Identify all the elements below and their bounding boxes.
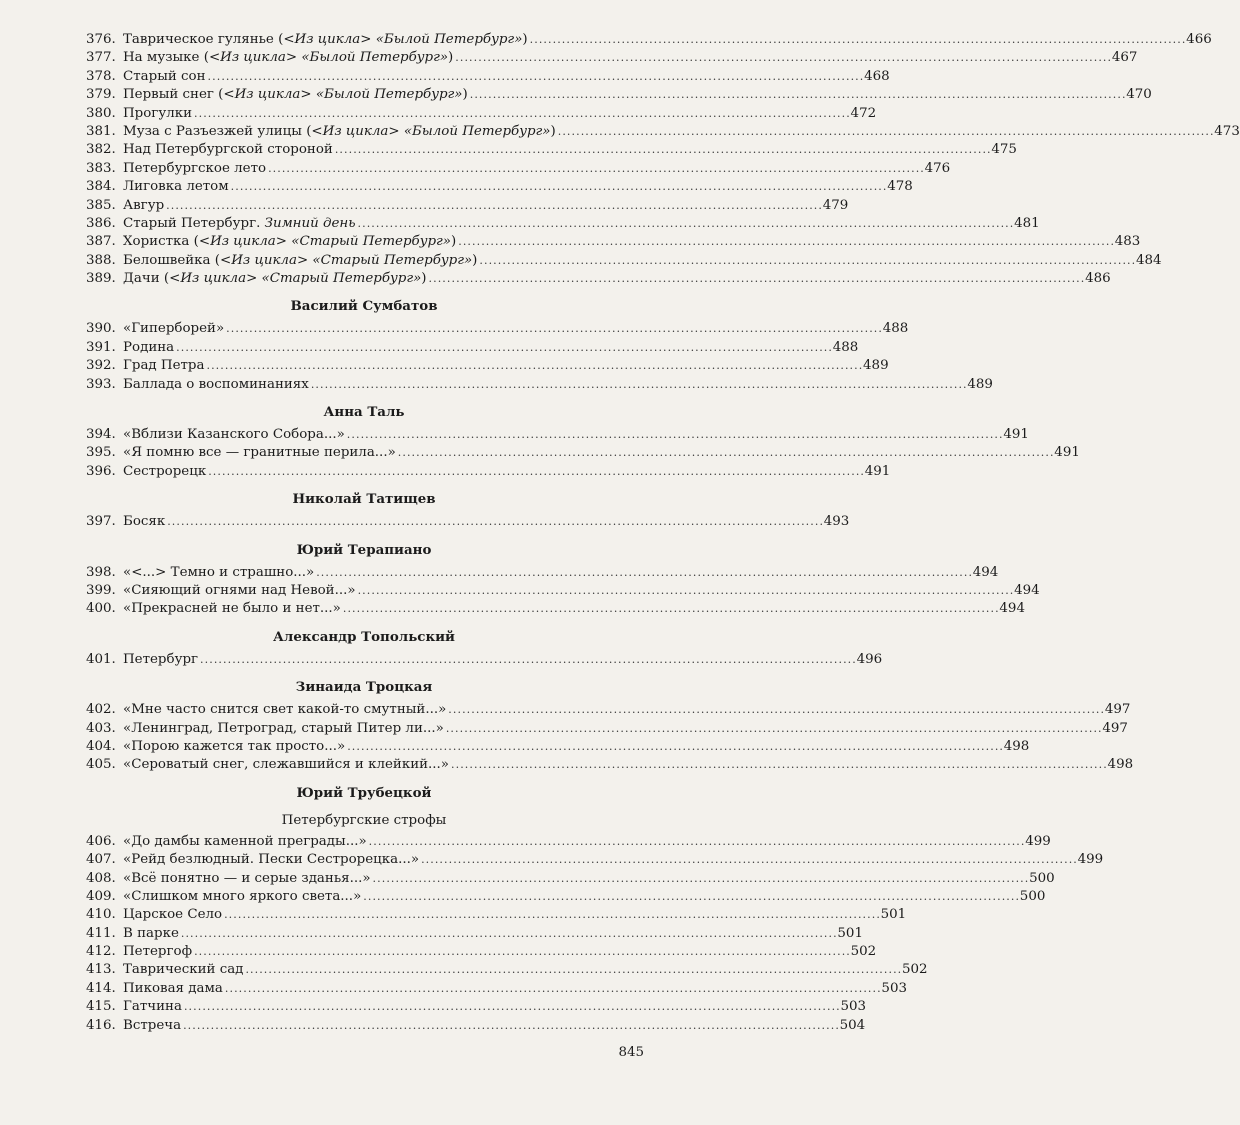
toc-entry (86, 357, 889, 375)
toc-entry (86, 564, 999, 582)
entry-page: 467 (1111, 50, 1138, 66)
entry-page: 466 (1186, 32, 1212, 47)
entry-number: 409. (86, 888, 116, 904)
entry-number: 380. (86, 105, 116, 121)
toc-entry (86, 233, 1141, 251)
entry-page: 496 (856, 651, 883, 667)
entry-title-italic: <Из цикла> «Старый Петербург» (169, 271, 422, 287)
entry-title (123, 833, 367, 851)
entry-page: 478 (887, 179, 913, 195)
dot-leader (358, 582, 1013, 600)
dot-leader (558, 123, 1213, 141)
entry-title (123, 86, 468, 104)
entry-title-text: Сестрорецк (123, 463, 207, 479)
entry-title-tail: ) (550, 123, 556, 139)
entry-title-italic: <Из цикла> «Старый Петербург» (220, 252, 473, 268)
entry-title (123, 701, 446, 719)
entry-title (123, 68, 206, 86)
entry-page: 479 (822, 197, 849, 213)
entry-title-italic: <Из цикла> «Былой Петербург» (208, 50, 449, 66)
entry-title-text: «Всё понятно — и серые зданья...» (123, 870, 371, 886)
entry-title-text: Босяк (123, 514, 166, 530)
toc-entry (86, 998, 867, 1016)
toc-entry (86, 651, 883, 669)
entry-page: 498 (1003, 738, 1030, 754)
entry-number: 388. (86, 252, 116, 268)
entry-title-tail: ) (462, 87, 468, 103)
entry-number: 405. (86, 757, 116, 773)
toc-entry (86, 513, 850, 531)
entry-number: 412. (86, 944, 116, 960)
entry-title-text: Первый снег ( (123, 87, 224, 103)
dot-leader (451, 756, 1106, 774)
entry-title-text: Петергоф (123, 944, 193, 960)
entry-title-text: Град Петра (123, 358, 205, 374)
dot-leader (231, 178, 886, 196)
entry-title-text: Муза с Разъезжей улицы ( (123, 123, 312, 139)
entry-number: 411. (86, 925, 116, 941)
entry-title (123, 998, 182, 1016)
entry-page: 476 (924, 160, 951, 176)
entry-title-tail: ) (451, 234, 457, 250)
dot-leader (181, 925, 836, 943)
entry-title-tail: ) (522, 32, 528, 47)
toc-entry (86, 720, 1128, 738)
dot-leader (208, 68, 863, 86)
entry-number: 376. (86, 32, 116, 47)
toc-entry (86, 270, 1111, 288)
entry-number: 379. (86, 87, 116, 103)
entry-title (123, 339, 174, 357)
entry-title-text: «Вблизи Казанского Собора...» (123, 427, 345, 443)
entry-title-text: «Слишком много яркого света...» (123, 888, 362, 904)
entry-title-text: «Прекрасней не было и нет...» (123, 601, 341, 617)
entry-page: 493 (823, 514, 850, 530)
dot-leader (224, 906, 879, 924)
toc-entry (86, 49, 1138, 67)
entry-title (123, 738, 345, 756)
toc-entry (86, 426, 1029, 444)
dot-leader (358, 215, 1013, 233)
entry-title-italic: <Из цикла> «Былой Петербург» (283, 32, 523, 47)
entry-title-italic: <Из цикла> «Старый Петербург» (198, 234, 451, 250)
toc-entry (86, 701, 1131, 719)
toc-entry (86, 756, 1134, 774)
toc-entry (86, 31, 1212, 49)
entry-title (123, 925, 179, 943)
entry-title-tail: ) (448, 50, 454, 66)
toc-entry (86, 86, 1152, 104)
entry-number: 393. (86, 376, 116, 392)
entry-title-text: «Сероватый снег, слежавшийся и клейкий...» (123, 757, 450, 773)
entry-page: 488 (882, 321, 909, 337)
entry-number: 402. (86, 702, 116, 718)
entry-title-text: Баллада о воспоминаниях (123, 376, 309, 392)
entry-number: 410. (86, 907, 116, 923)
entry-number: 382. (86, 142, 116, 158)
entry-title (123, 31, 528, 49)
toc-entry (86, 376, 993, 394)
entry-title-text: Старый сон (123, 68, 206, 84)
entry-number: 383. (86, 160, 116, 176)
entry-title-text: Таврическое гулянье ( (123, 32, 284, 47)
entry-title-text: Лиговка летом (123, 179, 229, 195)
entry-number: 377. (86, 50, 116, 66)
entry-title-text: «Порою кажется так просто...» (123, 738, 346, 754)
entry-page: 500 (1019, 888, 1046, 904)
toc-entry (86, 1017, 866, 1035)
entry-title-text: Дачи ( (123, 271, 170, 287)
entry-title (123, 943, 192, 961)
entry-title-text: Таврический сад (123, 962, 244, 978)
dot-leader (347, 738, 1002, 756)
entry-title-tail: ) (472, 252, 478, 268)
entry-title (123, 1017, 181, 1035)
entry-number: 387. (86, 234, 116, 250)
entry-page: 502 (850, 944, 877, 960)
toc-entry (86, 961, 928, 979)
dot-leader (479, 252, 1134, 270)
entry-title-text: «Мне часто снится свет какой-то смутный...» (123, 702, 447, 718)
entry-title-text: Над Петербургской стороной (123, 142, 333, 158)
entry-title-italic: <Из цикла> «Былой Петербург» (311, 123, 551, 139)
entry-page: 491 (864, 463, 891, 479)
entry-number: 407. (86, 852, 116, 868)
entry-title (123, 233, 456, 251)
entry-page: 499 (1025, 833, 1051, 849)
entry-number: 416. (86, 1017, 116, 1033)
entry-title-tail: ) (421, 271, 427, 287)
entry-title (123, 160, 266, 178)
entry-title (123, 961, 243, 979)
entry-number: 391. (86, 339, 116, 355)
dot-leader (207, 357, 862, 375)
entry-number: 384. (86, 179, 116, 195)
entry-number: 400. (86, 601, 116, 617)
dot-leader (194, 105, 849, 123)
author-heading: Зинаида Троцкая (295, 679, 433, 696)
dot-leader (184, 998, 839, 1016)
entry-number: 389. (86, 271, 116, 287)
toc-entry (86, 870, 1055, 888)
toc-entry (86, 160, 951, 178)
entry-title (123, 123, 556, 141)
entry-number: 385. (86, 197, 116, 213)
entry-title (123, 582, 356, 600)
toc-entry (86, 906, 907, 924)
entry-page: 494 (999, 601, 1025, 617)
entry-title (123, 320, 224, 338)
entry-title-text: Царское Село (123, 907, 223, 923)
entry-title-text: «Гиперборей» (123, 321, 225, 337)
dot-leader (226, 320, 881, 338)
entry-number: 395. (86, 445, 116, 461)
entry-page: 475 (991, 142, 1017, 158)
entry-number: 413. (86, 962, 116, 978)
dot-leader (166, 197, 821, 215)
dot-leader (316, 564, 971, 582)
entry-title-text: Авгур (123, 197, 165, 213)
dot-leader (429, 270, 1084, 288)
toc-entry (86, 68, 890, 86)
toc-entry (86, 980, 907, 998)
dot-leader (455, 49, 1110, 67)
entry-title (123, 178, 229, 196)
entry-title (123, 513, 165, 531)
entry-number: 403. (86, 720, 116, 736)
toc-entry (86, 320, 909, 338)
toc-entry (86, 105, 877, 123)
entry-title (123, 851, 419, 869)
dot-leader (335, 141, 990, 159)
toc-entry (86, 178, 913, 196)
entry-page: 497 (1104, 702, 1131, 718)
dot-leader (530, 31, 1185, 49)
toc-entry (86, 215, 1040, 233)
entry-title (123, 980, 223, 998)
dot-leader (176, 339, 831, 357)
toc-entry (86, 600, 1025, 618)
entry-title (123, 141, 333, 159)
entry-page: 483 (1114, 234, 1141, 250)
entry-title-text: На музыке ( (123, 50, 209, 66)
author-heading: Юрий Терапиано (296, 541, 432, 558)
dot-leader (421, 851, 1076, 869)
entry-page: 501 (837, 925, 863, 941)
entry-page: 470 (1126, 87, 1152, 103)
entry-title-text: «До дамбы каменной преграды...» (123, 833, 367, 849)
entry-number: 406. (86, 833, 116, 849)
entry-title-text: Старый Петербург. (123, 215, 265, 231)
dot-leader (446, 720, 1101, 738)
entry-number: 397. (86, 514, 116, 530)
entry-number: 378. (86, 68, 116, 84)
dot-leader (245, 961, 900, 979)
entry-page: 488 (832, 339, 859, 355)
entry-title-text: Гатчина (123, 999, 182, 1015)
entry-page: 491 (1054, 445, 1080, 461)
entry-number: 408. (86, 870, 116, 886)
entry-title (123, 215, 356, 233)
toc-entry (86, 197, 849, 215)
entry-page: 494 (972, 564, 999, 580)
entry-number: 399. (86, 582, 116, 598)
toc-entry (86, 925, 863, 943)
dot-leader (311, 376, 966, 394)
entry-title (123, 444, 396, 462)
entry-title (123, 888, 361, 906)
dot-leader (398, 444, 1053, 462)
dot-leader (194, 943, 849, 961)
entry-title-text: Встреча (123, 1017, 182, 1033)
entry-title (123, 463, 206, 481)
cycle-heading: Петербургские строфы (281, 812, 447, 828)
entry-page: 484 (1135, 252, 1162, 268)
entry-title (123, 197, 164, 215)
dot-leader (167, 513, 822, 531)
entry-number: 404. (86, 738, 116, 754)
entry-title-text: Прогулки (123, 105, 193, 121)
entry-page: 486 (1085, 271, 1111, 287)
entry-number: 394. (86, 427, 116, 443)
dot-leader (183, 1017, 838, 1035)
toc-entry (86, 943, 877, 961)
dot-leader (225, 980, 880, 998)
entry-title (123, 49, 453, 67)
entry-page: 494 (1014, 582, 1040, 598)
entry-title-text: «Рейд безлюдный. Пески Сестрорецка...» (123, 852, 420, 868)
dot-leader (343, 600, 998, 618)
entry-number: 396. (86, 463, 116, 479)
toc-entry (86, 252, 1162, 270)
table-of-contents (86, 31, 1240, 1035)
page-number: 845 (618, 1045, 644, 1060)
entry-title (123, 720, 444, 738)
entry-page: 472 (850, 105, 877, 121)
entry-title-text: В парке (123, 925, 179, 941)
dot-leader (208, 463, 863, 481)
dot-leader (458, 233, 1113, 251)
toc-entry (86, 582, 1040, 600)
entry-title (123, 426, 345, 444)
entry-title (123, 756, 449, 774)
entry-title-text: Родина (123, 339, 175, 355)
toc-entry (86, 339, 859, 357)
toc-entry (86, 463, 891, 481)
entry-page: 503 (881, 980, 907, 996)
entry-title (123, 105, 192, 123)
author-heading: Юрий Трубецкой (296, 784, 432, 801)
entry-title (123, 376, 309, 394)
entry-page: 468 (864, 68, 890, 84)
dot-leader (347, 426, 1002, 444)
toc-entry (86, 444, 1080, 462)
entry-number: 392. (86, 358, 116, 374)
entry-title (123, 600, 341, 618)
toc-entry (86, 851, 1104, 869)
entry-page: 497 (1102, 720, 1128, 736)
entry-title-text: Хористка ( (123, 234, 199, 250)
entry-title-italic: Зимний день (264, 215, 356, 231)
entry-page: 491 (1003, 427, 1029, 443)
entry-number: 381. (86, 123, 116, 139)
toc-entry (86, 833, 1051, 851)
entry-page: 489 (863, 358, 889, 374)
entry-title (123, 564, 314, 582)
entry-title (123, 870, 371, 888)
dot-leader (369, 833, 1024, 851)
entry-page: 499 (1077, 852, 1104, 868)
dot-leader (200, 651, 855, 669)
toc-entry (86, 738, 1030, 756)
dot-leader (268, 160, 923, 178)
entry-title-text: Белошвейка ( (123, 252, 221, 268)
entry-title-text: «Я помню все — гранитные перила...» (123, 445, 396, 461)
dot-leader (363, 888, 1018, 906)
entry-page: 500 (1029, 870, 1055, 886)
entry-title (123, 906, 222, 924)
entry-title (123, 651, 198, 669)
entry-page: 503 (840, 999, 867, 1015)
entry-number: 401. (86, 651, 116, 667)
entry-title-text: «Сияющий огнями над Невой...» (123, 582, 356, 598)
entry-number: 386. (86, 215, 116, 231)
dot-leader (373, 870, 1028, 888)
entry-title-text: Пиковая дама (123, 980, 223, 996)
entry-page: 504 (839, 1017, 866, 1033)
entry-title (123, 270, 427, 288)
entry-title-italic: <Из цикла> «Былой Петербург» (223, 87, 463, 103)
entry-number: 414. (86, 980, 116, 996)
author-heading: Александр Топольский (273, 628, 455, 645)
entry-number: 398. (86, 564, 116, 580)
entry-title-text: Петербургское лето (123, 160, 267, 176)
entry-page: 481 (1014, 215, 1040, 231)
entry-title (123, 357, 205, 375)
entry-page: 489 (967, 376, 993, 392)
toc-entry (86, 888, 1046, 906)
dot-leader (448, 701, 1103, 719)
entry-page: 498 (1107, 757, 1134, 773)
toc-entry (86, 123, 1240, 141)
author-heading: Николай Татищев (292, 491, 436, 508)
entry-number: 415. (86, 999, 116, 1015)
author-heading: Анна Таль (323, 404, 405, 421)
entry-title-text: Петербург (123, 651, 199, 667)
entry-page: 473 (1214, 123, 1240, 139)
entry-page: 501 (880, 907, 907, 923)
entry-title-text: «<...> Темно и страшно...» (123, 564, 315, 580)
entry-number: 390. (86, 321, 116, 337)
entry-title (123, 252, 477, 270)
dot-leader (470, 86, 1125, 104)
entry-page: 502 (901, 962, 928, 978)
entry-title-text: «Ленинград, Петроград, старый Питер ли...» (123, 720, 444, 736)
toc-entry (86, 141, 1017, 159)
author-heading: Василий Сумбатов (290, 298, 438, 315)
